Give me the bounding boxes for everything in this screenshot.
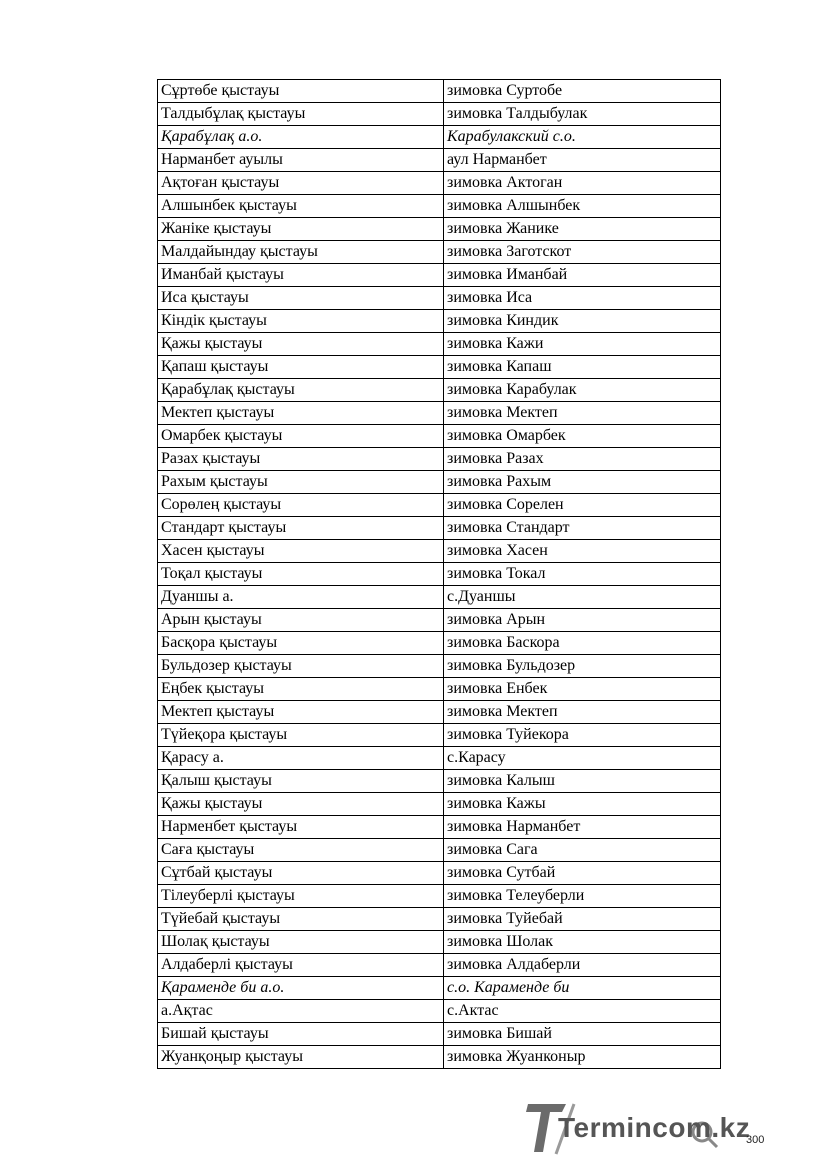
russian-name-cell: зимовка Алдаберли <box>444 954 721 977</box>
terms-table <box>157 79 721 1069</box>
kazakh-name-cell: Арын қыстауы <box>158 609 444 632</box>
table-row <box>158 80 721 103</box>
kazakh-name-cell: Қапаш қыстауы <box>158 356 444 379</box>
kazakh-name-cell: Ақтоған қыстауы <box>158 172 444 195</box>
table-row <box>158 494 721 517</box>
kazakh-name-cell: Түйеқора қыстауы <box>158 724 444 747</box>
kazakh-name-cell: Кіндік қыстауы <box>158 310 444 333</box>
russian-name-cell: зимовка Мектеп <box>444 701 721 724</box>
russian-name-cell: зимовка Омарбек <box>444 425 721 448</box>
russian-name-cell: зимовка Суртобе <box>444 80 721 103</box>
kazakh-name-cell: Дуаншы а. <box>158 586 444 609</box>
table-row <box>158 632 721 655</box>
table-row <box>158 816 721 839</box>
russian-name-cell: зимовка Телеуберли <box>444 885 721 908</box>
russian-name-cell: Карабулакский с.о. <box>444 126 721 149</box>
table-row <box>158 448 721 471</box>
table-row <box>158 977 721 1000</box>
russian-name-cell: зимовка Хасен <box>444 540 721 563</box>
kazakh-name-cell: Түйебай қыстауы <box>158 908 444 931</box>
kazakh-name-cell: Басқора қыстауы <box>158 632 444 655</box>
table-row <box>158 1023 721 1046</box>
table-row <box>158 264 721 287</box>
russian-name-cell: зимовка Разах <box>444 448 721 471</box>
kazakh-name-cell: Малдайындау қыстауы <box>158 241 444 264</box>
kazakh-name-cell: Бишай қыстауы <box>158 1023 444 1046</box>
russian-name-cell: зимовка Калыш <box>444 770 721 793</box>
russian-name-cell: зимовка Рахым <box>444 471 721 494</box>
kazakh-name-cell: Разах қыстауы <box>158 448 444 471</box>
kazakh-name-cell: Қарабұлақ қыстауы <box>158 379 444 402</box>
russian-name-cell: зимовка Актоган <box>444 172 721 195</box>
table-row <box>158 517 721 540</box>
russian-name-cell: зимовка Карабулак <box>444 379 721 402</box>
table-row <box>158 241 721 264</box>
russian-name-cell: зимовка Сутбай <box>444 862 721 885</box>
kazakh-name-cell: Қалыш қыстауы <box>158 770 444 793</box>
kazakh-name-cell: Нарменбет қыстауы <box>158 816 444 839</box>
kazakh-name-cell: Рахым қыстауы <box>158 471 444 494</box>
kazakh-name-cell: Иманбай қыстауы <box>158 264 444 287</box>
russian-name-cell: зимовка Кажи <box>444 333 721 356</box>
russian-name-cell: зимовка Жанике <box>444 218 721 241</box>
table-row <box>158 701 721 724</box>
terms-table-body <box>158 80 721 1069</box>
table-row <box>158 793 721 816</box>
russian-name-cell: зимовка Шолак <box>444 931 721 954</box>
kazakh-name-cell: а.Ақтас <box>158 1000 444 1023</box>
table-row <box>158 172 721 195</box>
russian-name-cell: зимовка Туйекора <box>444 724 721 747</box>
table-row <box>158 1046 721 1069</box>
russian-name-cell: зимовка Жуанконыр <box>444 1046 721 1069</box>
table-row <box>158 770 721 793</box>
kazakh-name-cell: Хасен қыстауы <box>158 540 444 563</box>
table-row <box>158 724 721 747</box>
russian-name-cell: зимовка Капаш <box>444 356 721 379</box>
table-row <box>158 333 721 356</box>
kazakh-name-cell: Қажы қыстауы <box>158 333 444 356</box>
russian-name-cell: зимовка Бульдозер <box>444 655 721 678</box>
russian-name-cell: аул Нарманбет <box>444 149 721 172</box>
table-row <box>158 931 721 954</box>
russian-name-cell: зимовка Заготскот <box>444 241 721 264</box>
russian-name-cell: зимовка Енбек <box>444 678 721 701</box>
kazakh-name-cell: Мектеп қыстауы <box>158 402 444 425</box>
kazakh-name-cell: Нарманбет ауылы <box>158 149 444 172</box>
russian-name-cell: зимовка Бишай <box>444 1023 721 1046</box>
termincom-logo <box>526 1100 826 1160</box>
kazakh-name-cell: Сорөлең қыстауы <box>158 494 444 517</box>
kazakh-name-cell: Тілеуберлі қыстауы <box>158 885 444 908</box>
russian-name-cell: зимовка Нарманбет <box>444 816 721 839</box>
table-row <box>158 839 721 862</box>
russian-name-cell: зимовка Талдыбулак <box>444 103 721 126</box>
table-row <box>158 195 721 218</box>
kazakh-name-cell: Қарабұлақ а.о. <box>158 126 444 149</box>
russian-name-cell: зимовка Мектеп <box>444 402 721 425</box>
russian-name-cell: зимовка Иманбай <box>444 264 721 287</box>
russian-name-cell: с.Карасу <box>444 747 721 770</box>
table-row <box>158 287 721 310</box>
table-row <box>158 540 721 563</box>
table-row <box>158 655 721 678</box>
table-row <box>158 218 721 241</box>
kazakh-name-cell: Қарасу а. <box>158 747 444 770</box>
kazakh-name-cell: Жуанқоңыр қыстауы <box>158 1046 444 1069</box>
table-row <box>158 425 721 448</box>
table-row <box>158 379 721 402</box>
russian-name-cell: зимовка Арын <box>444 609 721 632</box>
kazakh-name-cell: Қажы қыстауы <box>158 793 444 816</box>
kazakh-name-cell: Мектеп қыстауы <box>158 701 444 724</box>
kazakh-name-cell: Еңбек қыстауы <box>158 678 444 701</box>
table-row <box>158 885 721 908</box>
russian-name-cell: зимовка Иса <box>444 287 721 310</box>
russian-name-cell: зимовка Сорелен <box>444 494 721 517</box>
table-row <box>158 609 721 632</box>
kazakh-name-cell: Иса қыстауы <box>158 287 444 310</box>
kazakh-name-cell: Талдыбұлақ қыстауы <box>158 103 444 126</box>
table-row <box>158 678 721 701</box>
logo-text: Termincom.kz <box>558 1112 751 1143</box>
table-row <box>158 563 721 586</box>
table-row <box>158 954 721 977</box>
russian-name-cell: зимовка Алшынбек <box>444 195 721 218</box>
russian-name-cell: с.о. Караменде би <box>444 977 721 1000</box>
kazakh-name-cell: Омарбек қыстауы <box>158 425 444 448</box>
russian-name-cell: зимовка Токал <box>444 563 721 586</box>
kazakh-name-cell: Алдаберлі қыстауы <box>158 954 444 977</box>
russian-name-cell: зимовка Сага <box>444 839 721 862</box>
kazakh-name-cell: Жаніке қыстауы <box>158 218 444 241</box>
table-row <box>158 149 721 172</box>
table-row <box>158 586 721 609</box>
kazakh-name-cell: Саға қыстауы <box>158 839 444 862</box>
kazakh-name-cell: Сұртөбе қыстауы <box>158 80 444 103</box>
russian-name-cell: с.Актас <box>444 1000 721 1023</box>
table-row <box>158 908 721 931</box>
table-row <box>158 103 721 126</box>
table-row <box>158 747 721 770</box>
table-row <box>158 126 721 149</box>
kazakh-name-cell: Қараменде би а.о. <box>158 977 444 1000</box>
russian-name-cell: зимовка Киндик <box>444 310 721 333</box>
russian-name-cell: зимовка Баскора <box>444 632 721 655</box>
kazakh-name-cell: Тоқал қыстауы <box>158 563 444 586</box>
russian-name-cell: зимовка Кажы <box>444 793 721 816</box>
russian-name-cell: с.Дуаншы <box>444 586 721 609</box>
table-row <box>158 310 721 333</box>
kazakh-name-cell: Сұтбай қыстауы <box>158 862 444 885</box>
russian-name-cell: зимовка Стандарт <box>444 517 721 540</box>
kazakh-name-cell: Бульдозер қыстауы <box>158 655 444 678</box>
table-row <box>158 402 721 425</box>
kazakh-name-cell: Алшынбек қыстауы <box>158 195 444 218</box>
kazakh-name-cell: Стандарт қыстауы <box>158 517 444 540</box>
table-row <box>158 1000 721 1023</box>
table-row <box>158 356 721 379</box>
page-number: 300 <box>746 1134 765 1146</box>
table-row <box>158 862 721 885</box>
table-row <box>158 471 721 494</box>
kazakh-name-cell: Шолақ қыстауы <box>158 931 444 954</box>
russian-name-cell: зимовка Туйебай <box>444 908 721 931</box>
